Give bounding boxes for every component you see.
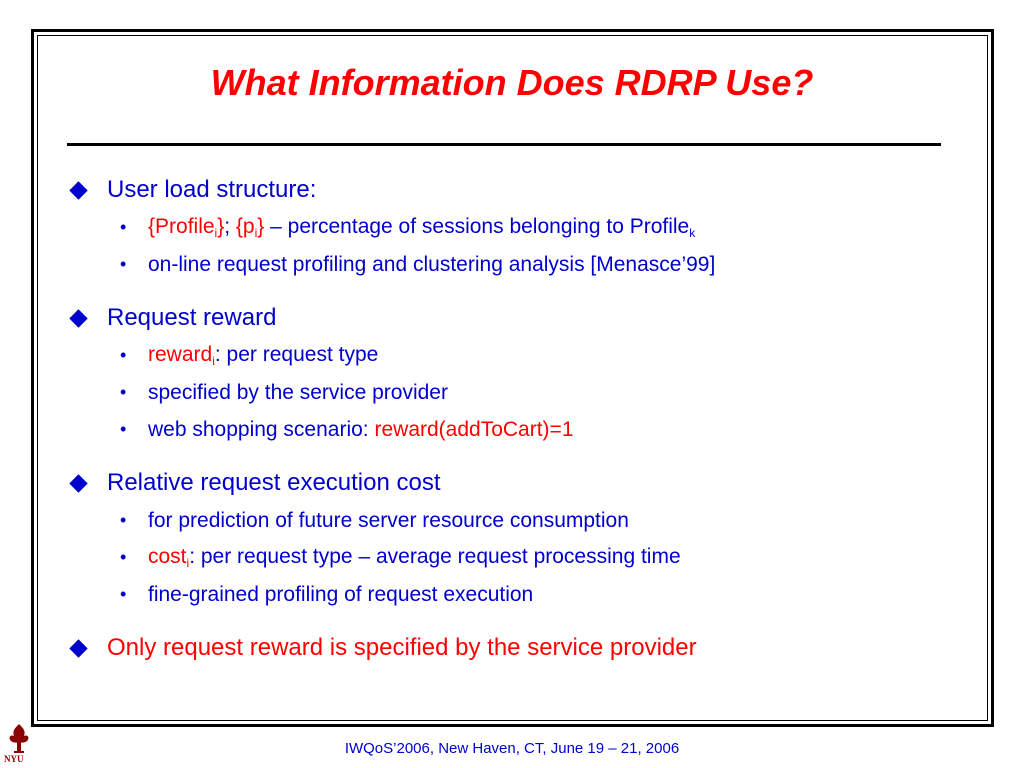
- sub-bullet: [120, 337, 964, 374]
- sub-bullet-text: on-line request profiling and clustering analysis [Menasce’99]: [148, 252, 716, 276]
- sub-bullet-text: specified by the service provider: [148, 380, 448, 404]
- title-divider: [67, 143, 941, 146]
- section-execution-cost: [64, 464, 964, 613]
- dot-bullet-icon: •: [120, 510, 127, 530]
- dot-bullet-icon: •: [120, 419, 127, 439]
- main-bullet: [64, 171, 964, 209]
- section-heading: Request reward: [107, 304, 277, 331]
- logo-text: NYU: [4, 754, 24, 764]
- sub-bullet-text: reward$_i$: per request type: [148, 343, 379, 368]
- section-heading: User load structure:: [107, 176, 317, 203]
- sub-bullet-text: {Profile$_i$}; $\{p_i\}$ – percentage of sessions belonging to Profile$_k$: [148, 215, 696, 240]
- sub-bullet-text: fine-grained profiling of request execution: [148, 582, 534, 606]
- section-request-reward: [64, 299, 964, 448]
- sub-bullet-text: for prediction of future server resource consumption: [148, 508, 629, 532]
- sub-bullet: [120, 374, 964, 411]
- dot-bullet-icon: •: [120, 217, 127, 237]
- sub-bullet: [120, 539, 964, 576]
- slide-content: [64, 171, 964, 683]
- sub-bullet: [120, 246, 964, 283]
- section-heading: Relative request execution cost: [107, 469, 441, 496]
- main-bullet: [64, 629, 964, 667]
- diamond-bullet-icon: [69, 309, 87, 327]
- section-heading: Only request reward is specified by the service provider: [107, 634, 697, 661]
- slide-title: What Information Does RDRP Use?: [210, 62, 814, 103]
- dot-bullet-icon: •: [120, 584, 127, 604]
- diamond-bullet-icon: [69, 474, 87, 492]
- sub-bullet-text: cost$_i$: per request type – average request processing time: [148, 545, 681, 570]
- sub-bullet: [120, 576, 964, 613]
- sub-bullet: [120, 209, 964, 246]
- sub-bullet: [120, 411, 964, 448]
- section-user-load: [64, 171, 964, 283]
- sub-bullet-text: web shopping scenario: reward(addToCart)=1: [148, 417, 574, 441]
- section-conclusion: [64, 629, 964, 667]
- dot-bullet-icon: •: [120, 254, 127, 274]
- dot-bullet-icon: •: [120, 382, 127, 402]
- slide-footer: IWQoS’2006, New Haven, CT, June 19 – 21, 2006: [344, 740, 680, 757]
- diamond-bullet-icon: [69, 181, 87, 199]
- diamond-bullet-icon: [69, 639, 87, 657]
- main-bullet: [64, 464, 964, 502]
- dot-bullet-icon: •: [120, 345, 127, 365]
- dot-bullet-icon: •: [120, 547, 127, 567]
- sub-bullet: [120, 502, 964, 539]
- main-bullet: [64, 299, 964, 337]
